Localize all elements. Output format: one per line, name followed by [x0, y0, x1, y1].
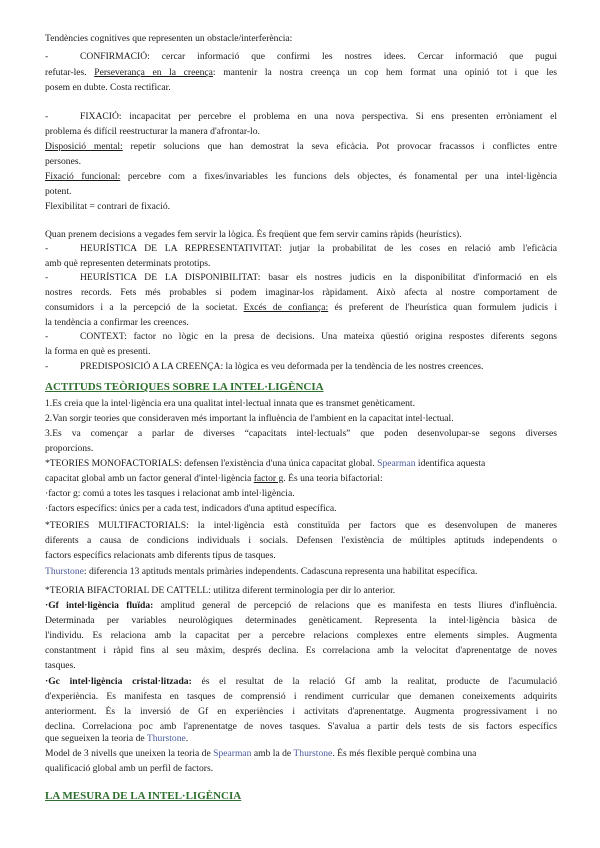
crystallized-intelligence-line-1: ·Gc intel·ligència cristal·litzada: és el resultat de la relació Gf amb la realitat, producte de l'acumulació [45, 676, 557, 687]
theory-point-3-line-1: 3.Es va començar a parlar de diverses “capacitats intel·lectuals” que poden desenvolupar-se segons diverses [45, 428, 557, 439]
overconfidence-term: Excés de confiança: [243, 302, 329, 313]
confirmation-line-2: refutar-les. Perseverança en la creença: mantenir la nostra creença un cop hem format una opinió tot i que les [45, 67, 557, 78]
monofactorial-line-2: capacitat global amb un factor general d'intel·ligència factor g. És una teoria bifactorial: [45, 473, 383, 484]
spearman-name: Spearman [213, 748, 252, 759]
thurstone-name: Thurstone [146, 733, 186, 744]
mental-set-line-2: persones. [45, 156, 81, 167]
crystallized-intelligence-line-3: anteriorment. És la inversió de Gf en experiències i activitats d'aprenentatge. Augmenta progressivament i no [45, 706, 557, 717]
thurstone-name: Thurstone [45, 566, 84, 577]
availability-dash: - [45, 272, 49, 283]
confirmation-line-3: posem en dubte. Costa rectificar. [45, 82, 171, 93]
spearman-name: Spearman [377, 458, 416, 469]
crystallized-intelligence-line-4: declina. Correlaciona poc amb l'aprenentatge de noves tasques. S'avalua a partir dels tests de sis factors específics [45, 721, 557, 732]
fluid-intelligence-line-3: l'individu. Es relaciona amb la capacitat per a percebre relacions complexes entre elements simples. Augmenta [45, 630, 557, 641]
theory-point-2: 2.Van sorgir teories que consideraven més important la influència de l'ambient en la capacitat intel·lectual. [45, 413, 454, 424]
multifactorial-line-1: *TEORIES MULTIFACTORIALS: la intel·ligència està constituïda per factors que es desenvolupen de maneres [45, 520, 557, 531]
confirmation-dash: - [45, 51, 49, 62]
confirmation-line-1: CONFIRMACIÓ: cercar informació que confirmi les nostres idees. Cercar informació que pugui [80, 51, 557, 62]
three-level-model-line-2: qualificació global amb un perfil de factors. [45, 763, 214, 774]
multifactorial-line-2: diferents a causa de condicions individuals i socials. Defensen l'existència de múltiples aptituds independents o [45, 535, 557, 546]
context-dash: - [45, 331, 49, 342]
crystallized-intelligence-term: ·Gc intel·ligència cristal·litzada: [45, 676, 192, 687]
predisposition-line-1: PREDISPOSICIÓ A LA CREENÇA: la lògica es veu deformada per la tendència de les nostres creences. [80, 361, 484, 372]
fluid-intelligence-line-2: Determinada per variables neurològiques determinades genèticament. Representa la intel·ligència bàsica de [45, 615, 557, 626]
monofactorial-line-1: *TEORIES MONOFACTORIALS: defensen l'existència d'una única capacitat global. Spearman identifica aquesta [45, 458, 486, 469]
crystallized-intelligence-line-5: que segueixen la teoria de Thurstone. [45, 733, 189, 744]
cattell-line: *TEORIA BIFACTORIAL DE CATTELL: utilitza diferent terminologia per dir lo anterior. [45, 585, 396, 596]
representativeness-line-1: HEURÍSTICA DE LA REPRESENTATIVITAT: jutjar la probabilitat de les coses en relació amb l'eficàcia [80, 243, 557, 254]
fluid-intelligence-line-4: constantment i ràpid fins al seu màxim, després declina. Es correlaciona amb la velocitat d'aprenentatge de noves [45, 645, 557, 656]
section-heading-theories: ACTITUDS TEÒRIQUES SOBRE LA INTEL·LIGÈNCIA [45, 381, 324, 393]
context-line-2: la forma en què es presenti. [45, 346, 151, 357]
representativeness-dash: - [45, 243, 49, 254]
decisions-intro: Quan prenem decisions a vegades fem servir la lògica. És freqüent que fem servir camins ràpids (heurístics). [45, 229, 462, 240]
fluid-intelligence-line-1: ·Gf intel·ligència fluïda: amplitud general de percepció de relacions que es manifesta en tests lliures d'influència. [45, 600, 557, 611]
factor-g-item: ·factor g: comú a totes les tasques i relacionat amb intel·ligència. [45, 488, 295, 499]
section-heading-measurement: LA MESURA DE LA INTEL·LIGÈNCIA [45, 790, 242, 802]
functional-fixedness-line-1: Fixació funcional: percebre com a fixes/invariables les funcions dels objectes, és fonamental per una intel·ligència [45, 171, 557, 182]
functional-fixedness-line-2: potent. [45, 186, 72, 197]
functional-fixedness-term: Fixació funcional: [45, 171, 121, 182]
mental-set-term: Disposició mental: [45, 141, 123, 152]
intro-line: Tendències cognitives que representen un obstacle/interferència: [45, 33, 293, 44]
three-level-model-line-1: Model de 3 nivells que uneixen la teoria de Spearman amb la de Thurstone. És més flexible perquè combina una [45, 748, 477, 759]
crystallized-intelligence-line-2: d'experiència. Es manifesta en tasques de comprensió i rendiment curricular que demanen coneixements adquirits [45, 691, 557, 702]
theory-point-1: 1.Es creia que la intel·ligència era una qualitat intel·lectual innata que es transmet genèticament. [45, 398, 415, 409]
perseverance-term: Perseverança en la creença [94, 67, 213, 78]
availability-line-4: la tendència a confirmar les creences. [45, 317, 189, 328]
fixation-dash: - [45, 111, 49, 122]
thurstone-name: Thurstone [293, 748, 333, 759]
representativeness-line-2: amb què representen determinats prototips. [45, 258, 211, 269]
predisposition-dash: - [45, 361, 49, 372]
availability-line-1: HEURÍSTICA DE LA DISPONIBILITAT: basar els nostres judicis en la disponibilitat d'informació en els [80, 272, 557, 283]
fluid-intelligence-term: ·Gf intel·ligència fluïda: [45, 600, 154, 611]
multifactorial-line-3: factors específics relacionats amb diferents tipus de tasques. [45, 550, 276, 561]
specific-factors-item: ·factors específics: únics per a cada test, indicadors d'una aptitud específica. [45, 503, 337, 514]
factor-g-term: factor g [253, 473, 284, 484]
context-line-1: CONTEXT: factor no lògic en la presa de decisions. Una mateixa qüestió origina respostes diferents segons [80, 331, 557, 342]
theory-point-3-line-2: proporcions. [45, 443, 94, 454]
mental-set-line-1: Disposició mental: repetir solucions que han demostrat la seva eficàcia. Pot provocar fracassos i conflictes entre [45, 141, 557, 152]
fixation-line-1: FIXACIÓ: incapacitat per percebre el problema en una nova perspectiva. Si ens presenten erròniament el [80, 111, 557, 122]
availability-line-2: nostres records. Fets més probables si podem imaginar-los ràpidament. Això afecta al nostre comportament de [45, 287, 557, 298]
fixation-line-2: problema és difícil reestructurar la manera d'afrontar-lo. [45, 126, 260, 137]
thurstone-line: Thurstone: diferencia 13 aptituds mentals primàries independents. Cadascuna representa una habilitat específica. [45, 566, 478, 577]
fluid-intelligence-line-5: tasques. [45, 660, 76, 671]
flexibility-line: Flexibilitat = contrari de fixació. [45, 201, 171, 212]
availability-line-3: consumidors i a la percepció de la societat. Excés de confiança: és preferent de l'heurística quan formulem judicis i [45, 302, 557, 313]
